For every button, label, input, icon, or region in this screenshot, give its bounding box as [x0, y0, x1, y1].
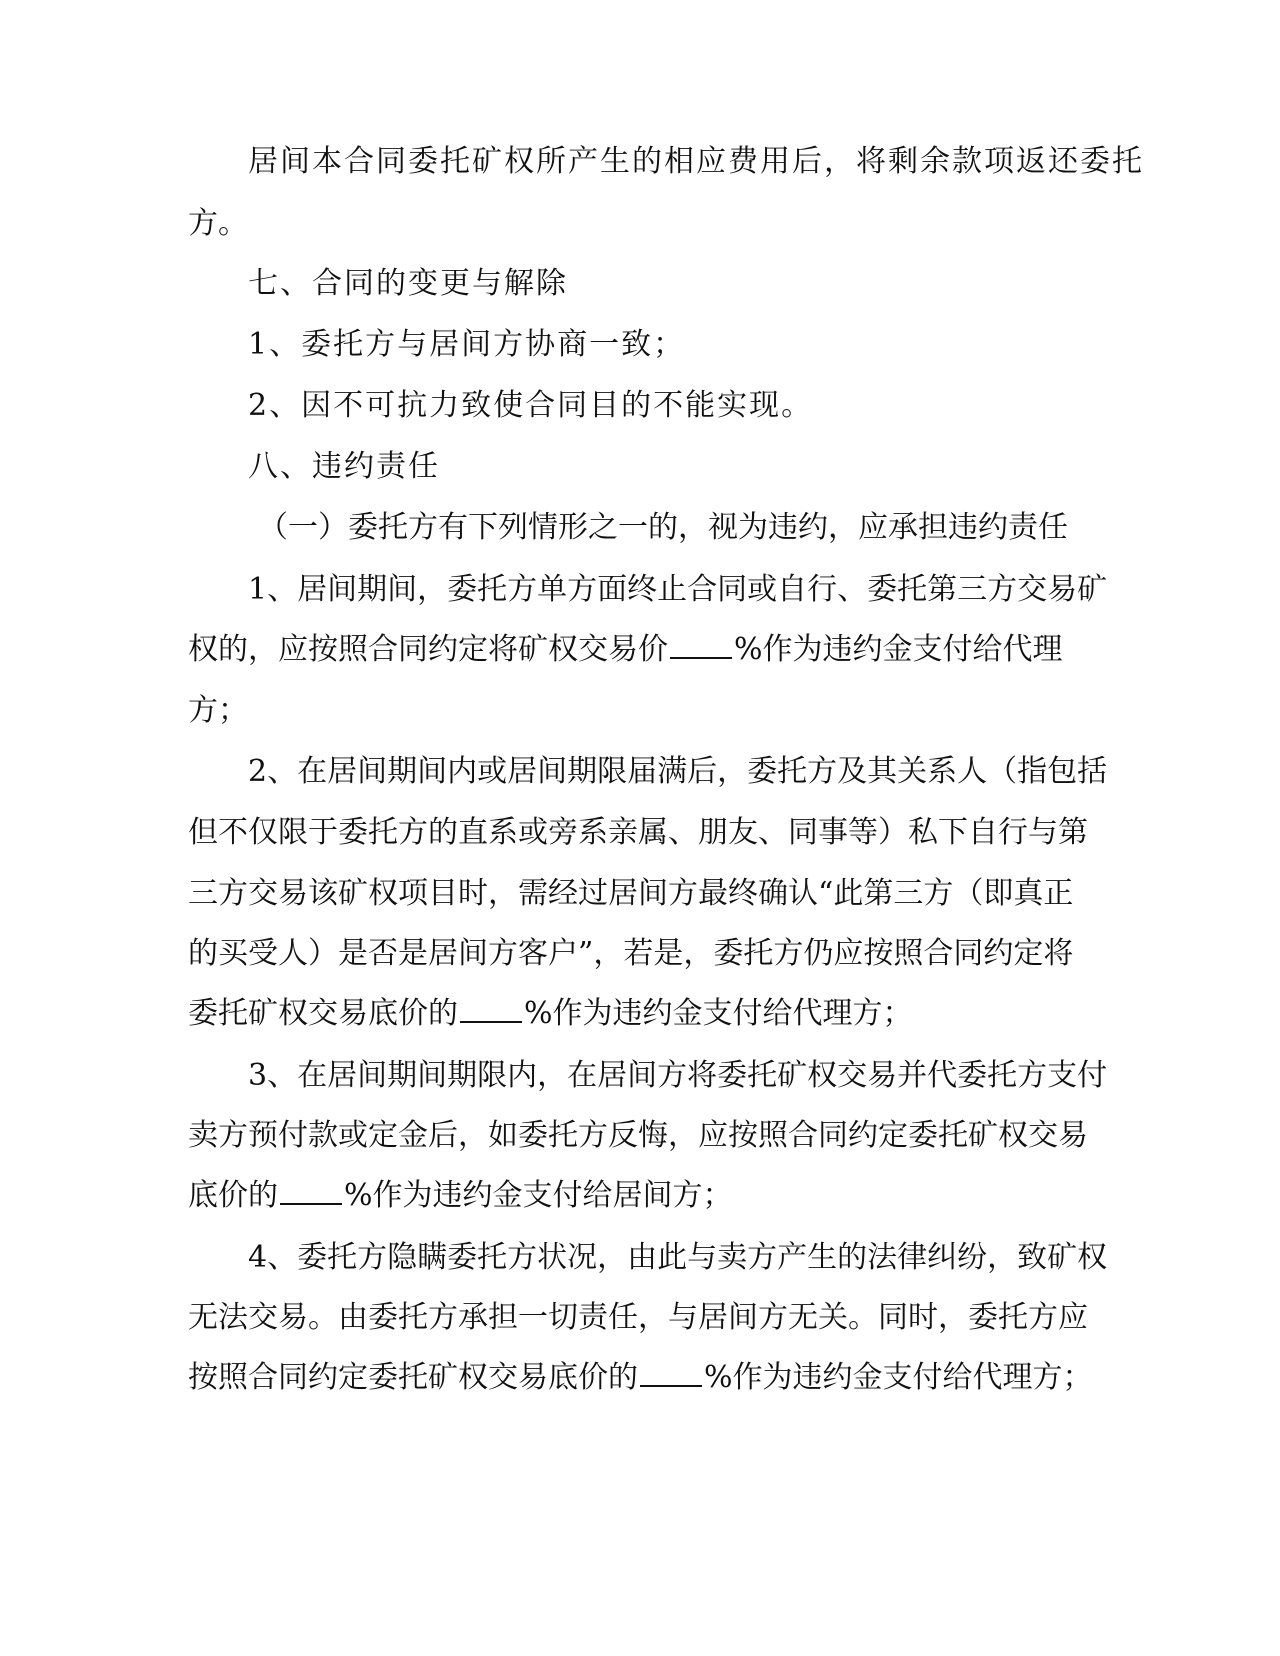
- clause-4-line-2: 无法交易。由委托方承担一切责任，与居间方无关。同时，委托方应: [188, 1300, 1088, 1335]
- section-heading-8: 八、违约责任: [248, 449, 440, 484]
- clause-1-line-3: 方；: [188, 693, 248, 728]
- clause-text: %作为违约金支付给代理方；: [524, 996, 913, 1031]
- fill-in-blank[interactable]: [670, 631, 732, 659]
- clause-2-line-5: [188, 994, 913, 1034]
- clause-text: 委托矿权交易底价的: [188, 996, 458, 1031]
- clause-text: 底价的: [188, 1178, 278, 1213]
- clause-4-line-1: 4、委托方隐瞒委托方状况，由此与卖方产生的法律纠纷，致矿权: [248, 1240, 1108, 1275]
- clause-3-line-1: 3、在居间期间期限内，在居间方将委托矿权交易并代委托方支付: [248, 1058, 1108, 1093]
- clause-2-line-4: 的买受人）是否是居间方客户”，若是，委托方仍应按照合同约定将: [188, 936, 1074, 971]
- fill-in-blank[interactable]: [460, 995, 522, 1023]
- paragraph-line: 居间本合同委托矿权所产生的相应费用后，将剩余款项返还委托: [248, 144, 1144, 179]
- clause-4-line-3: [188, 1358, 1093, 1398]
- list-item-1: 1、委托方与居间方协商一致；: [248, 327, 686, 362]
- clause-text: %作为违约金支付给代理方；: [704, 1360, 1093, 1395]
- clause-3-line-3: [188, 1176, 733, 1216]
- subsection-heading: （一）委托方有下列情形之一的，视为违约，应承担违约责任: [258, 510, 1068, 545]
- fill-in-blank[interactable]: [640, 1359, 702, 1387]
- clause-text: 权的，应按照合同约定将矿权交易价: [188, 632, 668, 667]
- clause-text: 按照合同约定委托矿权交易底价的: [188, 1360, 638, 1395]
- clause-text: %作为违约金支付给居间方；: [344, 1178, 733, 1213]
- clause-2-line-2: 但不仅限于委托方的直系或旁系亲属、朋友、同事等）私下自行与第: [188, 815, 1088, 850]
- clause-2-line-1: 2、在居间期间内或居间期限届满后，委托方及其关系人（指包括: [248, 754, 1108, 789]
- clause-1-line-2: [188, 630, 1063, 670]
- clause-3-line-2: 卖方预付款或定金后，如委托方反悔，应按照合同约定委托矿权交易: [188, 1118, 1088, 1153]
- clause-text: %作为违约金支付给代理: [734, 632, 1063, 667]
- fill-in-blank[interactable]: [280, 1177, 342, 1205]
- paragraph-line: 方。: [188, 206, 248, 241]
- list-item-2: 2、因不可抗力致使合同目的不能实现。: [248, 388, 814, 423]
- clause-2-line-3: 三方交易该矿权项目时，需经过居间方最终确认“此第三方（即真正: [188, 876, 1074, 911]
- section-heading-7: 七、合同的变更与解除: [248, 266, 568, 301]
- clause-1-line-1: 1、居间期间，委托方单方面终止合同或自行、委托第三方交易矿: [248, 572, 1108, 607]
